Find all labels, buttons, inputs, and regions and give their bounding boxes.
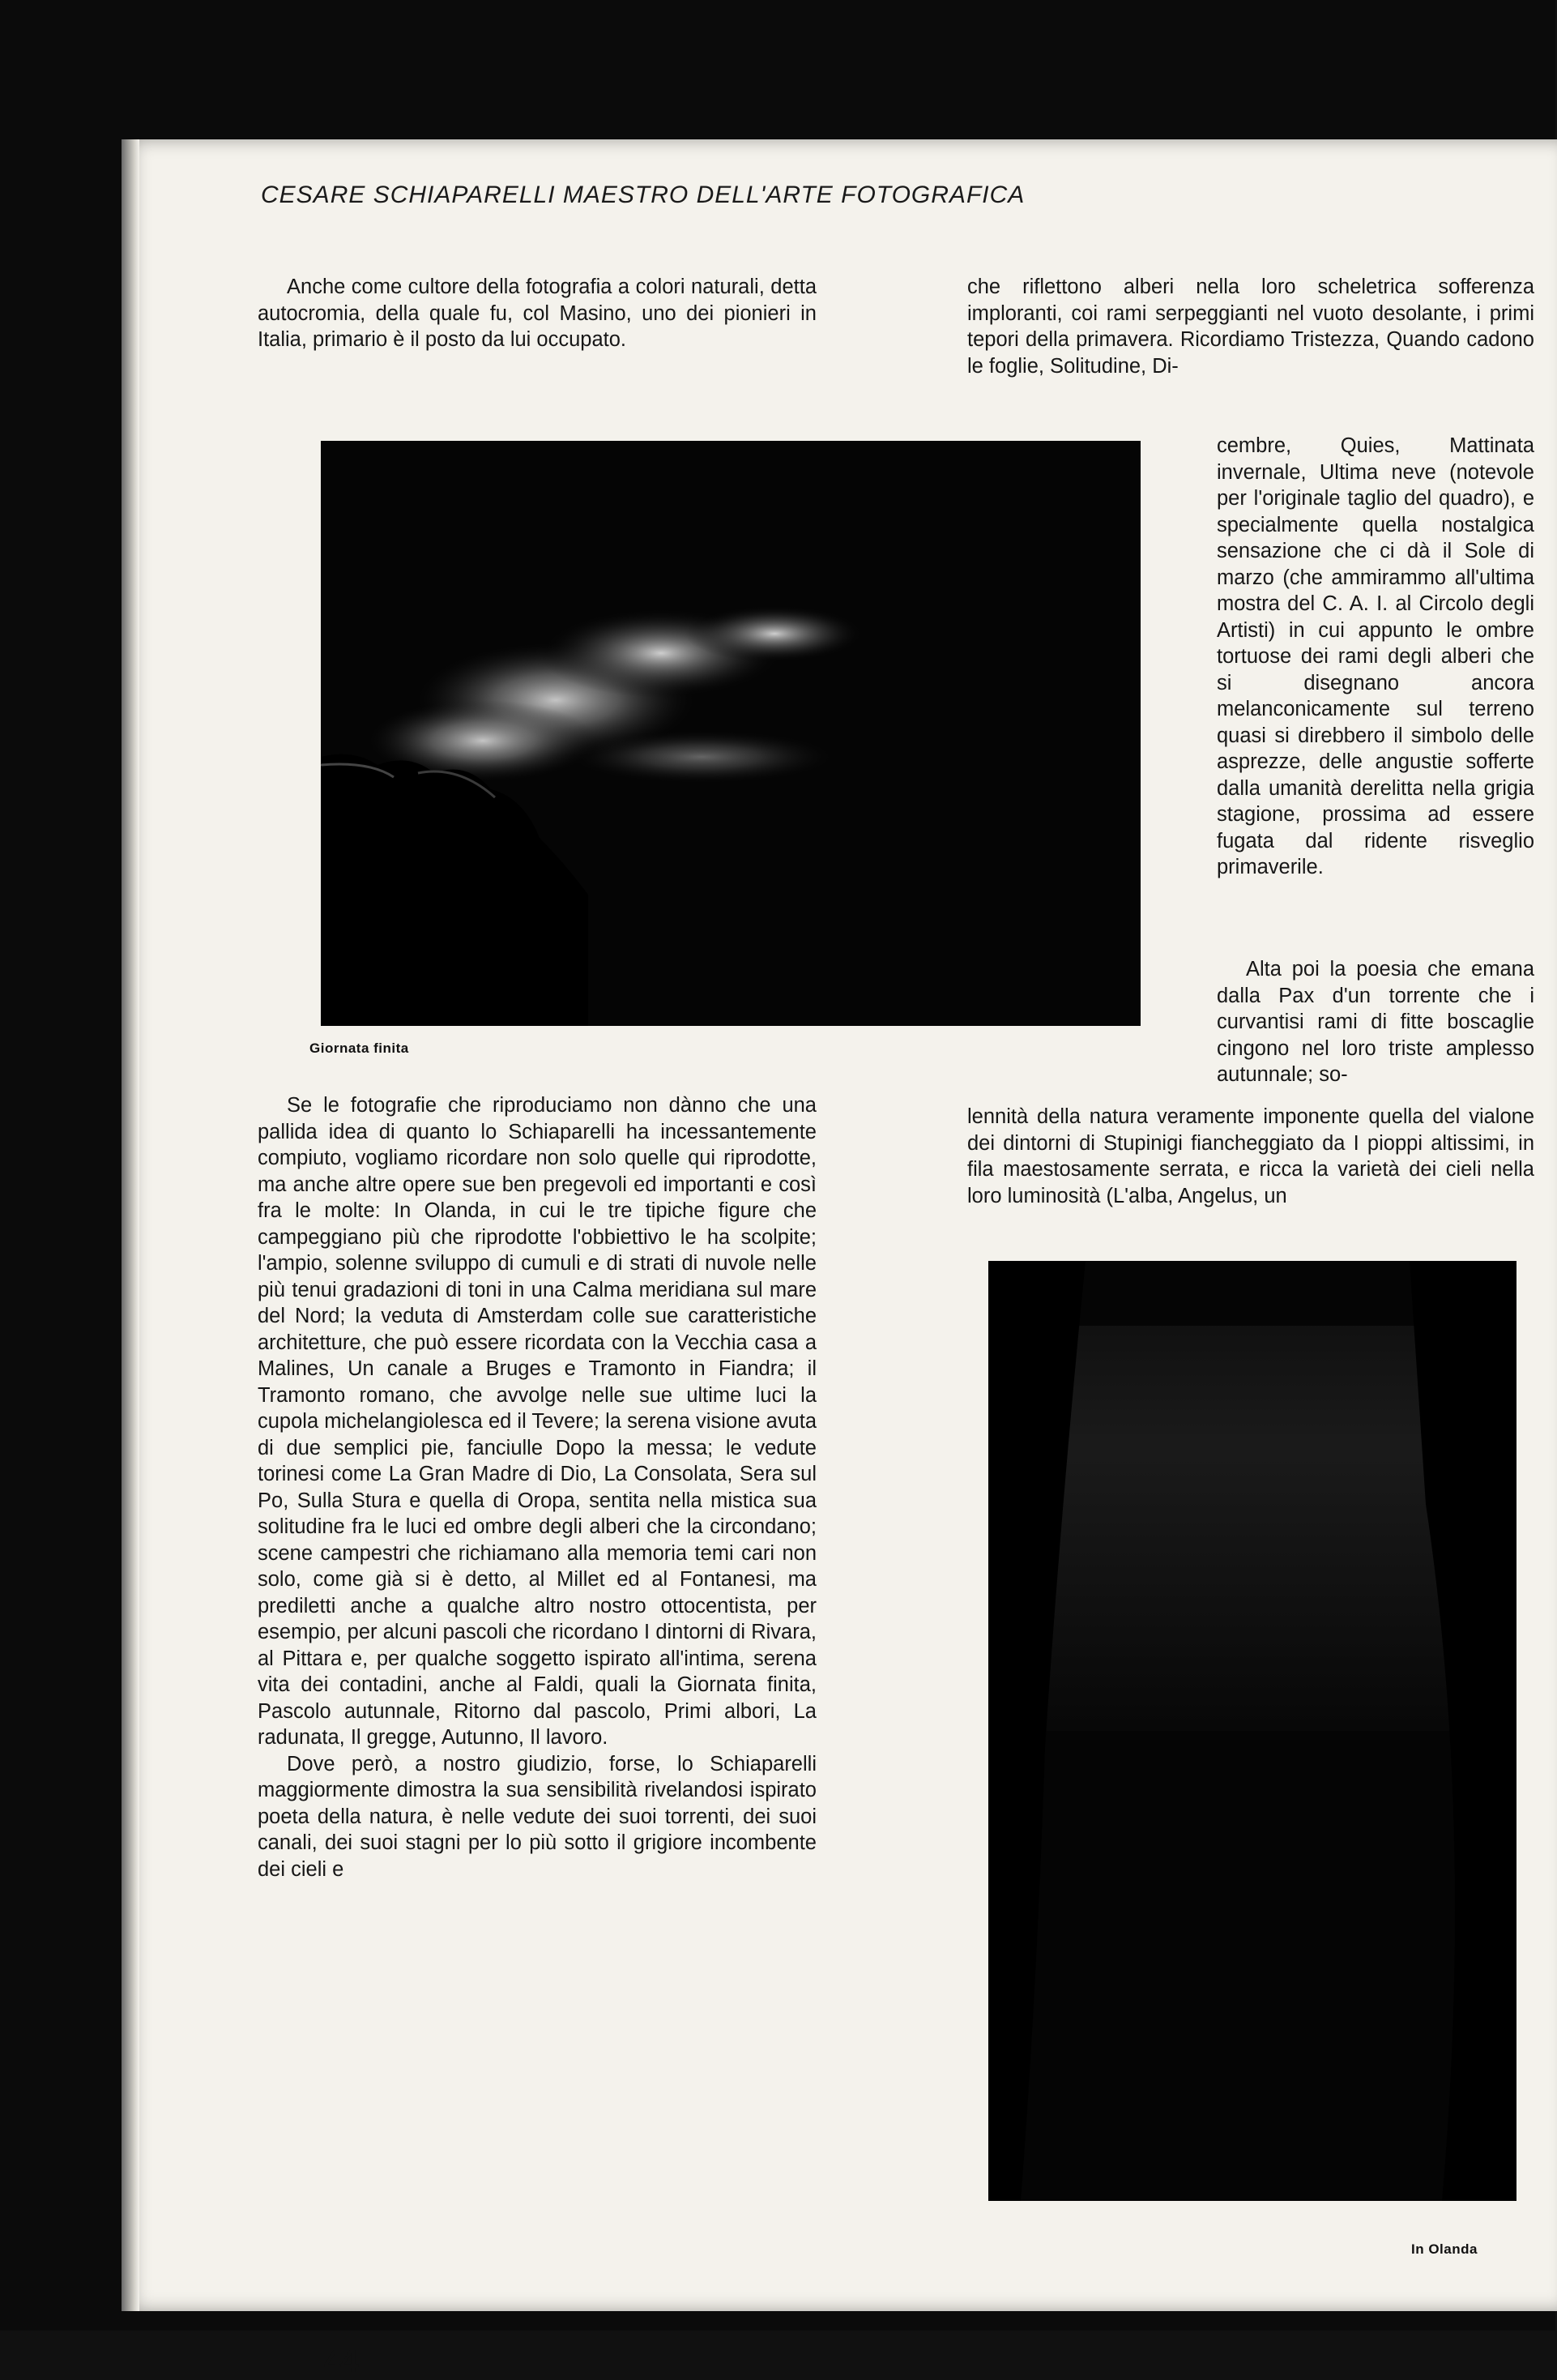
left-paragraph-2: Dove però, a nostro giudizio, forse, lo Schiaparelli maggiormente dimostra la sua sensibilità rivelandosi ispirato poeta della natura, è nelle vedute dei suoi torrenti, dei suoi canali, dei suoi stagni per lo più sotto il grigiore incombente dei cieli e bbox=[258, 1752, 817, 1881]
scan-top-shadow bbox=[122, 0, 1482, 139]
right-column-wrap bbox=[1217, 433, 1534, 881]
intro-paragraph bbox=[258, 274, 817, 353]
photo-in-olanda bbox=[988, 1261, 1516, 2201]
photo-giornata-finita bbox=[321, 441, 1141, 1026]
right-column-top bbox=[967, 274, 1534, 379]
cloud-photo-graphic bbox=[321, 441, 1141, 1026]
left-column-body bbox=[258, 1092, 817, 1882]
magazine-page bbox=[122, 139, 1557, 2379]
binding-gutter-shadow bbox=[122, 139, 139, 2311]
right-column-wrap-2 bbox=[1217, 956, 1534, 1088]
right-text-wrap-2: Alta poi la poesia che emana dalla Pax d'un torrente che i curvantisi rami di fitte boscaglie cingono nel loro triste amplesso autunnale; so- bbox=[1217, 958, 1534, 1086]
intro-text: Anche come cultore della fotografia a colori naturali, detta autocromia, della quale fu, col Masino, uno dei pionieri in Italia, primario è il posto da lui occupato. bbox=[258, 276, 817, 351]
right-text-wrap-1: cembre, Quies, Mattinata invernale, Ultima neve (notevole per l'originale taglio del quadro), e specialmente quella nostalgica sensazione che ci dà il Sole di marzo (che ammirammo all'ultima mostra del C. A. I. al Circolo degli Artisti) in cui appunto le ombre tortuose dei rami degli alberi che si disegnano ancora melanconicamente sul terreno quasi si direbbero il simbolo delle asprezze, delle angustie sofferte dalla umanità derelitta nella grigia stagione, prossima ad essere fugata dal ridente risveglio primaverile. bbox=[1217, 434, 1534, 878]
photo-caption: Giornata finita bbox=[309, 1040, 409, 1056]
right-text-bottom: lennità della natura veramente imponente quella del vialone dei dintorni di Stupinigi fiancheggiato da I pioppi altissimi, in fila maestosamente serrata, e ricca la varietà dei cieli nella loro luminosità (L'alba, Angelus, un bbox=[967, 1105, 1534, 1207]
running-title: CESARE SCHIAPARELLI MAESTRO DELL'ARTE FOTOGRAFICA bbox=[261, 182, 1026, 208]
right-column-bottom bbox=[967, 1104, 1534, 1209]
right-text-top: che riflettono alberi nella loro scheletrica sofferenza imploranti, coi rami serpeggianti nel vuoto desolante, i primi tepori della primavera. Ricordiamo Tristezza, Quando cadono le foglie, Solitudine, Di- bbox=[967, 276, 1534, 378]
left-paragraph-1: Se le fotografie che riproduciamo non dànno che una pallida idea di quanto lo Schiaparelli ha incessantemente compiuto, vogliamo ricordare non solo quelle qui riprodotte, ma anche altre opere sue ben pregevoli ed importanti e così fra le molte: In Olanda, in cui le tre tipiche figure che campeggiano più che riprodotte l'obbiettivo le ha scolpite; l'ampio, solenne sviluppo di cumuli e di strati di nuvole nelle più tenui gradazioni di toni in una Calma meridiana sul mare del Nord; la veduta di Amsterdam colle sue caratteristiche architetture, che può essere ricordata con la Vecchia casa a Malines, Un canale a Bruges e Tramonto in Fiandra; il Tramonto romano, che avvolge nelle sue ultime luci la cupola michelangiolesca ed il Tevere; la serena visione avuta di due semplici pie, fanciulle Dopo la messa; le vedute torinesi come La Gran Madre di Dio, La Consolata, Sera sul Po, Sulla Stura e quella di Oropa, sentita nella mistica sua solitudine fra le luci ed ombre degli alberi che la circondano; scene campestri che richiamano alla memoria temi cari non solo, come già si è detto, al Millet ed al Fontanesi, ma prediletti anche a qualche altro nostro ottocentista, per esempio, per alcuni pascoli che ricordano I dintorni di Rivara, al Pittara e, per qualche soggetto ispirato all'intima, serena vita dei contadini, anche al Faldi, quali la Giornata finita, Pascolo autunnale, Ritorno dal pascolo, Primi albori, La radunata, Il gregge, Autunno, Il lavoro. bbox=[258, 1094, 817, 1749]
photo-caption: In Olanda bbox=[1411, 2241, 1478, 2257]
page-number: 44 bbox=[324, 2344, 357, 2379]
dark-photo-graphic bbox=[988, 1261, 1516, 2201]
